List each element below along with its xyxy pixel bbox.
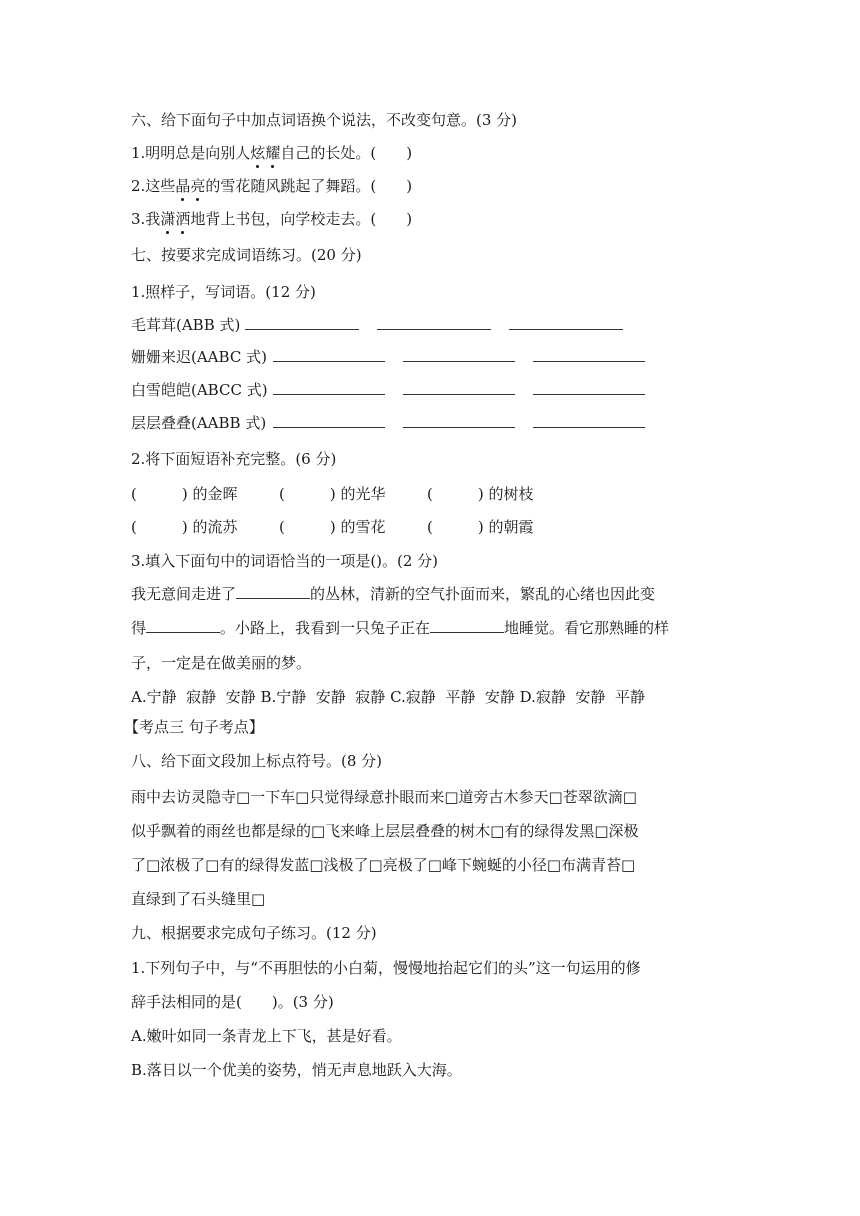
answer-blank[interactable] xyxy=(245,314,359,330)
phrase: ( ) 的金晖 xyxy=(131,485,238,503)
sec7-q2-title: 2.将下面短语补充完整。(6 分) xyxy=(131,450,337,468)
passage-text: 得 xyxy=(131,619,147,637)
section-6-title: 六、给下面句子中加点词语换个说法，不改变句意。(3 分) xyxy=(131,111,518,129)
dotted-char: 亮 xyxy=(190,177,206,195)
answer-blank[interactable] xyxy=(509,314,623,330)
phrase: ( ) 的流苏 xyxy=(131,518,238,536)
answer-blank[interactable] xyxy=(403,346,515,362)
sec9-q1-line: 1.下列句子中，与“不再胆怯的小白菊，慢慢地抬起它们的头”这一句运用的修 xyxy=(131,959,641,977)
answer-blank[interactable] xyxy=(377,314,491,330)
dotted-char: 炫 xyxy=(250,144,266,162)
answer-blank[interactable] xyxy=(236,583,310,599)
q1-text-pre: 1.明明总是向别人 xyxy=(131,144,251,162)
passage-text: 地睡觉。看它那熟睡的样 xyxy=(504,619,670,637)
passage-line xyxy=(131,583,655,605)
word-row xyxy=(131,412,645,434)
sec9-q1-line: 辞手法相同的是( )。(3 分) xyxy=(131,993,334,1011)
word-row-label: 姗姗来迟(AABC 式) xyxy=(131,348,267,366)
word-row-label: 白雪皑皑(ABCC 式) xyxy=(131,381,268,399)
answer-blank[interactable] xyxy=(533,379,645,395)
sec7-q3-title: 3.填入下面句中的词语恰当的一项是()。(2 分) xyxy=(131,552,439,570)
phrase: ( ) 的朝霞 xyxy=(427,518,534,536)
options-line: A.宁静 寂静 安静 B.宁静 安静 寂静 C.寂静 平静 安静 D.寂静 安静 平静 xyxy=(131,688,645,706)
q3-text-pre: 3.我 xyxy=(131,210,161,228)
q1-text-post: 自己的长处。( ) xyxy=(280,144,413,162)
punctuation-line: 雨中去访灵隐寺□一下车□只觉得绿意扑眼而来□道旁古木参天□苍翠欲滴□ xyxy=(131,788,637,806)
phrase-row xyxy=(131,483,533,505)
sec6-question-1 xyxy=(131,142,412,164)
word-row xyxy=(131,346,645,368)
punctuation-line: 似乎飘着的雨丝也都是绿的□飞来峰上层层叠叠的树木□有的绿得发黑□深极 xyxy=(131,822,639,840)
answer-blank[interactable] xyxy=(273,379,385,395)
answer-blank[interactable] xyxy=(533,412,645,428)
answer-blank[interactable] xyxy=(430,617,504,633)
answer-blank[interactable] xyxy=(273,412,385,428)
sec7-q1-title: 1.照样子，写词语。(12 分) xyxy=(131,283,316,301)
q2-text-pre: 2.这些 xyxy=(131,177,176,195)
dotted-char: 晶 xyxy=(175,177,191,195)
section-8-title: 八、给下面文段加上标点符号。(8 分) xyxy=(131,752,383,770)
section-header-kaodian: 【考点三 句子考点】 xyxy=(124,718,264,736)
word-row xyxy=(131,314,623,336)
passage-line: 子，一定是在做美丽的梦。 xyxy=(131,654,312,672)
answer-blank[interactable] xyxy=(403,412,515,428)
q3-text-post: 地背上书包，向学校走去。( ) xyxy=(190,210,413,228)
dotted-char: 潇 xyxy=(160,210,176,228)
phrase-row xyxy=(131,516,533,538)
q2-text-post: 的雪花随风跳起了舞蹈。( ) xyxy=(205,177,413,195)
option-a: A.嫩叶如同一条青龙上下飞，甚是好看。 xyxy=(131,1027,402,1045)
answer-blank[interactable] xyxy=(273,346,385,362)
section-7-title: 七、按要求完成词语练习。(20 分) xyxy=(131,246,362,264)
sec6-question-3 xyxy=(131,208,412,230)
option-b: B.落日以一个优美的姿势，悄无声息地跃入大海。 xyxy=(131,1061,462,1079)
passage-text: 我无意间走进了 xyxy=(131,585,237,603)
passage-text: 的丛林，清新的空气扑面而来，繁乱的心绪也因此变 xyxy=(310,585,656,603)
dotted-char: 耀 xyxy=(265,144,281,162)
punctuation-line: 了□浓极了□有的绿得发蓝□浅极了□亮极了□峰下蜿蜒的小径□布满青苔□ xyxy=(131,856,636,874)
answer-blank[interactable] xyxy=(533,346,645,362)
phrase: ( ) 的树枝 xyxy=(427,485,534,503)
punctuation-line: 直绿到了石头缝里□ xyxy=(131,890,266,908)
word-row xyxy=(131,379,645,401)
passage-text: 。小路上，我看到一只兔子正在 xyxy=(220,619,431,637)
word-row-label: 毛茸茸(ABB 式) xyxy=(131,316,241,334)
word-row-label: 层层叠叠(AABB 式) xyxy=(131,414,267,432)
phrase: ( ) 的光华 xyxy=(279,485,386,503)
answer-blank[interactable] xyxy=(403,379,515,395)
section-9-title: 九、根据要求完成句子练习。(12 分) xyxy=(131,924,377,942)
answer-blank[interactable] xyxy=(146,617,220,633)
dotted-char: 洒 xyxy=(175,210,191,228)
sec6-question-2 xyxy=(131,175,412,197)
phrase: ( ) 的雪花 xyxy=(279,518,386,536)
passage-line xyxy=(131,617,669,639)
